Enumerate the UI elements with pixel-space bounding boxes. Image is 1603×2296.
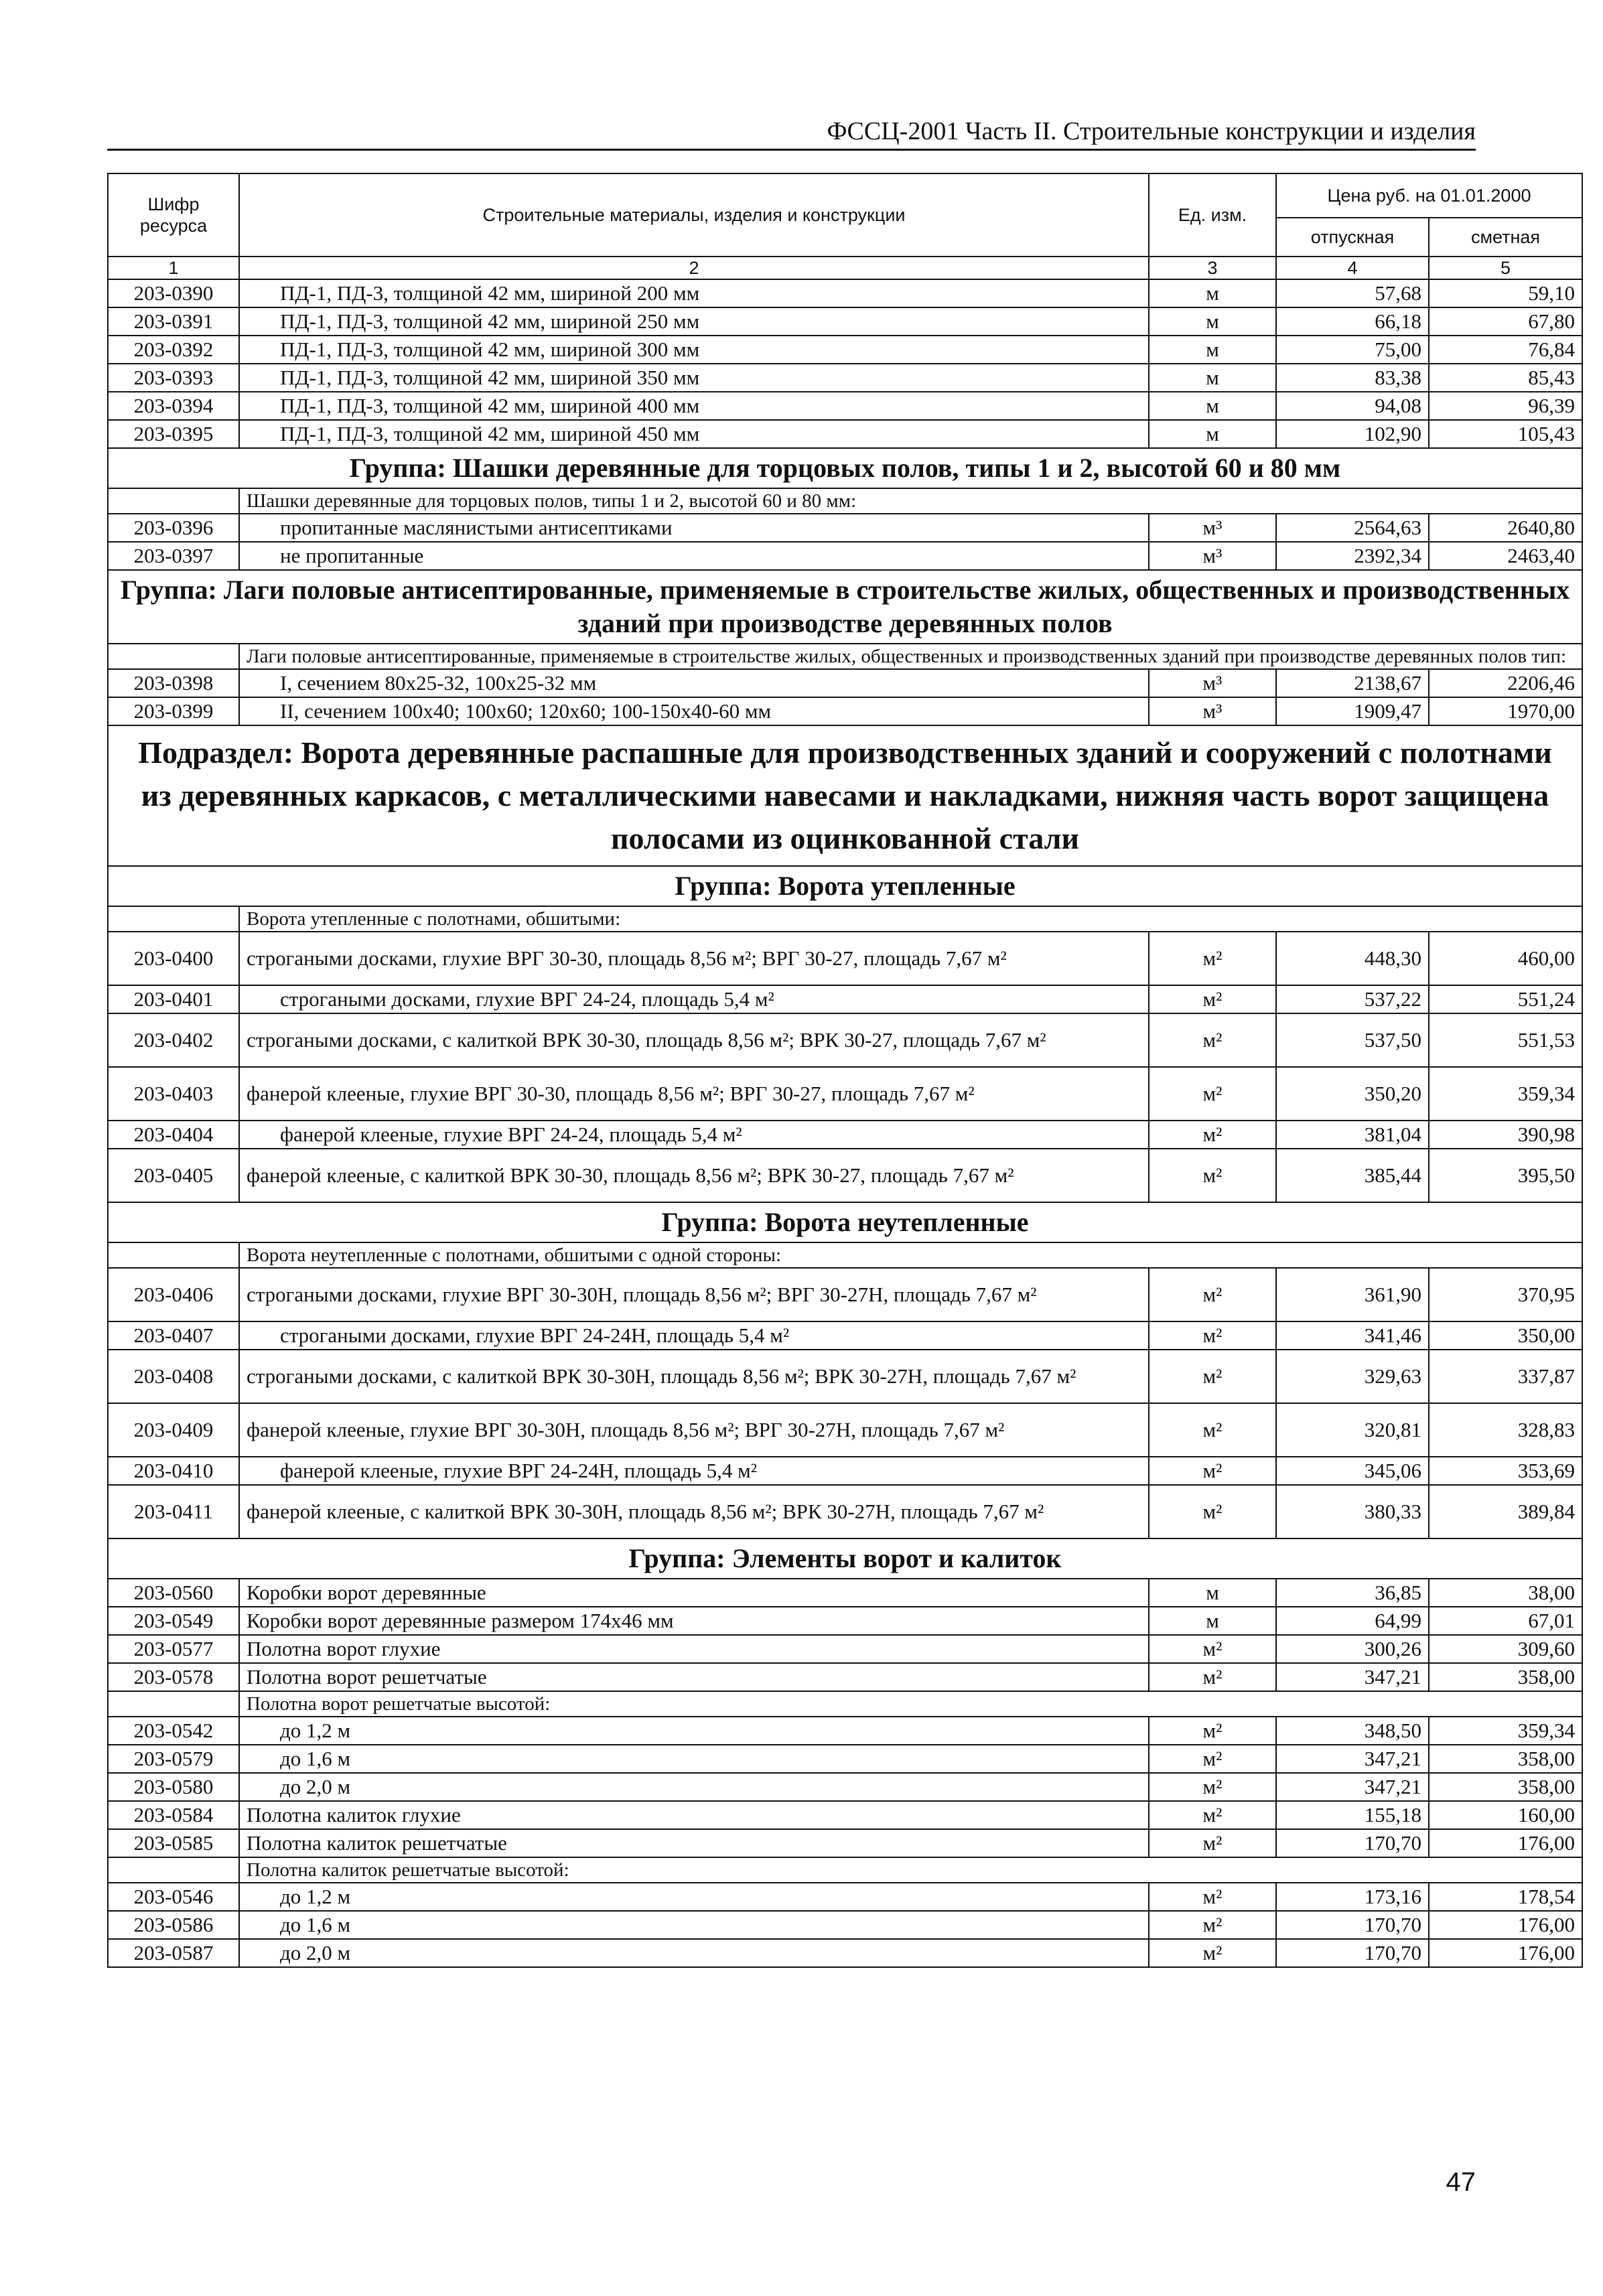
resource-code: 203-0393 — [108, 364, 239, 392]
material-name: I, сечением 80x25-32, 100x25-32 мм — [239, 669, 1149, 697]
table-row — [108, 1635, 1582, 1663]
release-price: 537,50 — [1276, 1013, 1429, 1067]
table-row — [108, 1883, 1582, 1911]
estimate-price: 359,34 — [1429, 1717, 1582, 1745]
material-name: ПД-1, ПД-3, толщиной 42 мм, шириной 250 мм — [239, 307, 1149, 336]
material-name: ПД-1, ПД-3, толщиной 42 мм, шириной 200 мм — [239, 279, 1149, 307]
release-price: 66,18 — [1276, 307, 1429, 336]
unit: м² — [1149, 1745, 1276, 1773]
table-row — [108, 1829, 1582, 1857]
release-price: 36,85 — [1276, 1579, 1429, 1607]
intro-text: Шашки деревянные для торцовых полов, типы 1 и 2, высотой 60 и 80 мм: — [239, 488, 1582, 514]
table-row — [108, 392, 1582, 420]
resource-code: 203-0408 — [108, 1350, 239, 1403]
col-name-header: Строительные материалы, изделия и конструкции — [239, 173, 1149, 257]
table-row — [108, 364, 1582, 392]
resource-code: 203-0392 — [108, 336, 239, 364]
material-name: ПД-1, ПД-3, толщиной 42 мм, шириной 300 мм — [239, 336, 1149, 364]
release-price: 75,00 — [1276, 336, 1429, 364]
unit: м³ — [1149, 669, 1276, 697]
intro-row — [108, 1691, 1582, 1717]
unit: м² — [1149, 1773, 1276, 1801]
unit: м — [1149, 307, 1276, 336]
resource-code: 203-0400 — [108, 932, 239, 985]
table-row — [108, 1745, 1582, 1773]
resource-code: 203-0402 — [108, 1013, 239, 1067]
unit: м² — [1149, 1350, 1276, 1403]
unit: м — [1149, 279, 1276, 307]
table-row — [108, 514, 1582, 542]
material-name: Полотна калиток глухие — [239, 1801, 1149, 1829]
resource-code: 203-0399 — [108, 697, 239, 725]
release-price: 170,70 — [1276, 1911, 1429, 1939]
empty-code-cell — [108, 1242, 239, 1268]
page-number: 47 — [1446, 2167, 1476, 2197]
release-price: 94,08 — [1276, 392, 1429, 420]
release-price: 102,90 — [1276, 420, 1429, 448]
release-price: 380,33 — [1276, 1485, 1429, 1538]
estimate-price: 176,00 — [1429, 1939, 1582, 1967]
unit: м — [1149, 364, 1276, 392]
table-row — [108, 1149, 1582, 1202]
unit: м² — [1149, 1067, 1276, 1121]
empty-code-cell — [108, 488, 239, 514]
release-price: 329,63 — [1276, 1350, 1429, 1403]
release-price: 381,04 — [1276, 1121, 1429, 1149]
table-row — [108, 1607, 1582, 1635]
estimate-price: 2640,80 — [1429, 514, 1582, 542]
group-row — [108, 1538, 1582, 1579]
release-price: 2564,63 — [1276, 514, 1429, 542]
intro-text: Ворота утепленные с полотнами, обшитыми: — [239, 906, 1582, 932]
unit: м² — [1149, 1635, 1276, 1663]
estimate-price: 2206,46 — [1429, 669, 1582, 697]
table-row — [108, 1350, 1582, 1403]
material-name: ПД-1, ПД-3, толщиной 42 мм, шириной 450 мм — [239, 420, 1149, 448]
unit: м³ — [1149, 542, 1276, 570]
resource-code: 203-0560 — [108, 1579, 239, 1607]
resource-code: 203-0546 — [108, 1883, 239, 1911]
group-heading: Группа: Шашки деревянные для торцовых полов, типы 1 и 2, высотой 60 и 80 мм — [108, 448, 1582, 488]
release-price: 361,90 — [1276, 1268, 1429, 1321]
intro-text: Полотна ворот решетчатые высотой: — [239, 1691, 1582, 1717]
table-body — [108, 279, 1582, 1967]
resource-code: 203-0578 — [108, 1663, 239, 1691]
group-row — [108, 866, 1582, 906]
release-price: 348,50 — [1276, 1717, 1429, 1745]
header-title: ФССЦ-2001 Часть II. Строительные конструкции и изделия — [827, 117, 1476, 145]
material-name: Коробки ворот деревянные размером 174х46 мм — [239, 1607, 1149, 1635]
estimate-price: 176,00 — [1429, 1829, 1582, 1857]
table-row — [108, 1939, 1582, 1967]
unit: м² — [1149, 1911, 1276, 1939]
estimate-price: 328,83 — [1429, 1403, 1582, 1457]
resource-code: 203-0391 — [108, 307, 239, 336]
resource-code: 203-0401 — [108, 985, 239, 1013]
release-price: 347,21 — [1276, 1745, 1429, 1773]
estimate-price: 2463,40 — [1429, 542, 1582, 570]
resource-code: 203-0585 — [108, 1829, 239, 1857]
col-number: 1 — [108, 257, 239, 279]
table-row — [108, 985, 1582, 1013]
resource-code: 203-0396 — [108, 514, 239, 542]
estimate-price: 389,84 — [1429, 1485, 1582, 1538]
unit: м² — [1149, 1321, 1276, 1350]
col-number: 5 — [1429, 257, 1582, 279]
release-price: 347,21 — [1276, 1663, 1429, 1691]
unit: м³ — [1149, 697, 1276, 725]
estimate-price: 176,00 — [1429, 1911, 1582, 1939]
release-price: 537,22 — [1276, 985, 1429, 1013]
material-name: фанерой клееные, глухие ВРГ 24-24, площадь 5,4 м² — [239, 1121, 1149, 1149]
estimate-price: 178,54 — [1429, 1883, 1582, 1911]
col-code-header: Шифр ресурса — [108, 173, 239, 257]
table-row — [108, 1485, 1582, 1538]
resource-code: 203-0397 — [108, 542, 239, 570]
release-price: 448,30 — [1276, 932, 1429, 985]
unit: м — [1149, 336, 1276, 364]
material-name: Полотна ворот глухие — [239, 1635, 1149, 1663]
intro-row — [108, 644, 1582, 669]
release-price: 300,26 — [1276, 1635, 1429, 1663]
unit: м² — [1149, 1663, 1276, 1691]
group-heading: Группа: Лаги половые антисептированные, применяемые в строительстве жилых, общественных и производственных зданий при производстве деревянных полов — [108, 570, 1582, 644]
col-price-header: Цена руб. на 01.01.2000 — [1276, 173, 1582, 218]
resource-code: 203-0395 — [108, 420, 239, 448]
table-row — [108, 1801, 1582, 1829]
resource-code: 203-0406 — [108, 1268, 239, 1321]
estimate-price: 59,10 — [1429, 279, 1582, 307]
release-price: 83,38 — [1276, 364, 1429, 392]
unit: м² — [1149, 932, 1276, 985]
estimate-price: 359,34 — [1429, 1067, 1582, 1121]
release-price: 2138,67 — [1276, 669, 1429, 697]
resource-code: 203-0405 — [108, 1149, 239, 1202]
intro-row — [108, 906, 1582, 932]
unit: м² — [1149, 1457, 1276, 1485]
material-name: фанерой клееные, глухие ВРГ 30-30, площадь 8,56 м²; ВРГ 30-27, площадь 7,67 м² — [239, 1067, 1149, 1121]
price-table — [107, 173, 1583, 1968]
material-name: строгаными досками, с калиткой ВРК 30-30, площадь 8,56 м²; ВРК 30-27, площадь 7,67 м² — [239, 1013, 1149, 1067]
table-row — [108, 1457, 1582, 1485]
material-name: строгаными досками, глухие ВРГ 24-24Н, площадь 5,4 м² — [239, 1321, 1149, 1350]
group-heading: Группа: Элементы ворот и калиток — [108, 1538, 1582, 1579]
estimate-price: 460,00 — [1429, 932, 1582, 985]
unit: м — [1149, 420, 1276, 448]
table-row — [108, 1067, 1582, 1121]
release-price: 345,06 — [1276, 1457, 1429, 1485]
table-row — [108, 1403, 1582, 1457]
unit: м — [1149, 392, 1276, 420]
material-name: до 2,0 м — [239, 1773, 1149, 1801]
unit: м² — [1149, 1801, 1276, 1829]
table-row — [108, 1717, 1582, 1745]
resource-code: 203-0577 — [108, 1635, 239, 1663]
subsection-row — [108, 725, 1582, 866]
unit: м³ — [1149, 514, 1276, 542]
table-row — [108, 1911, 1582, 1939]
estimate-price: 395,50 — [1429, 1149, 1582, 1202]
table-row — [108, 1663, 1582, 1691]
resource-code: 203-0542 — [108, 1717, 239, 1745]
material-name: до 1,2 м — [239, 1883, 1149, 1911]
resource-code: 203-0398 — [108, 669, 239, 697]
unit: м² — [1149, 1939, 1276, 1967]
resource-code: 203-0587 — [108, 1939, 239, 1967]
resource-code: 203-0411 — [108, 1485, 239, 1538]
subsection-heading: Подраздел: Ворота деревянные распашные для производственных зданий и сооружений с полотнами из деревянных каркасов, с металлическими навесами и накладками, нижняя часть ворот защищена полосами из оцинкованной стали — [108, 725, 1582, 866]
material-name: строгаными досками, глухие ВРГ 30-30Н, площадь 8,56 м²; ВРГ 30-27Н, площадь 7,67 м² — [239, 1268, 1149, 1321]
table-row — [108, 697, 1582, 725]
release-price: 320,81 — [1276, 1403, 1429, 1457]
table-row — [108, 669, 1582, 697]
material-name: ПД-1, ПД-3, толщиной 42 мм, шириной 400 мм — [239, 392, 1149, 420]
table-row — [108, 279, 1582, 307]
estimate-price: 309,60 — [1429, 1635, 1582, 1663]
estimate-price: 1970,00 — [1429, 697, 1582, 725]
unit: м² — [1149, 1485, 1276, 1538]
estimate-price: 67,80 — [1429, 307, 1582, 336]
material-name: строгаными досками, с калиткой ВРК 30-30Н, площадь 8,56 м²; ВРК 30-27Н, площадь 7,67 м² — [239, 1350, 1149, 1403]
intro-text: Полотна калиток решетчатые высотой: — [239, 1857, 1582, 1883]
release-price: 385,44 — [1276, 1149, 1429, 1202]
estimate-price: 358,00 — [1429, 1773, 1582, 1801]
unit: м² — [1149, 1268, 1276, 1321]
resource-code: 203-0410 — [108, 1457, 239, 1485]
resource-code: 203-0409 — [108, 1403, 239, 1457]
resource-code: 203-0394 — [108, 392, 239, 420]
resource-code: 203-0580 — [108, 1773, 239, 1801]
release-price: 170,70 — [1276, 1939, 1429, 1967]
intro-text: Ворота неутепленные с полотнами, обшитыми с одной стороны: — [239, 1242, 1582, 1268]
material-name: строгаными досками, глухие ВРГ 30-30, площадь 8,56 м²; ВРГ 30-27, площадь 7,67 м² — [239, 932, 1149, 985]
intro-text: Лаги половые антисептированные, применяемые в строительстве жилых, общественных и производственных зданий при производстве деревянных полов тип: — [239, 644, 1582, 669]
unit: м — [1149, 1579, 1276, 1607]
material-name: ПД-1, ПД-3, толщиной 42 мм, шириной 350 мм — [239, 364, 1149, 392]
group-row — [108, 448, 1582, 488]
estimate-price: 105,43 — [1429, 420, 1582, 448]
unit: м² — [1149, 1121, 1276, 1149]
estimate-price: 76,84 — [1429, 336, 1582, 364]
estimate-price: 370,95 — [1429, 1268, 1582, 1321]
material-name: фанерой клееные, с калиткой ВРК 30-30, площадь 8,56 м²; ВРК 30-27, площадь 7,67 м² — [239, 1149, 1149, 1202]
material-name: фанерой клееные, глухие ВРГ 30-30Н, площадь 8,56 м²; ВРГ 30-27Н, площадь 7,67 м² — [239, 1403, 1149, 1457]
resource-code: 203-0403 — [108, 1067, 239, 1121]
release-price: 64,99 — [1276, 1607, 1429, 1635]
empty-code-cell — [108, 1691, 239, 1717]
empty-code-cell — [108, 644, 239, 669]
estimate-price: 337,87 — [1429, 1350, 1582, 1403]
material-name: не пропитанные — [239, 542, 1149, 570]
material-name: пропитанные маслянистыми антисептиками — [239, 514, 1149, 542]
release-price: 57,68 — [1276, 279, 1429, 307]
table-row — [108, 1321, 1582, 1350]
release-price: 173,16 — [1276, 1883, 1429, 1911]
release-price: 170,70 — [1276, 1829, 1429, 1857]
estimate-price: 390,98 — [1429, 1121, 1582, 1149]
table-row — [108, 420, 1582, 448]
resource-code: 203-0584 — [108, 1801, 239, 1829]
material-name: до 1,2 м — [239, 1717, 1149, 1745]
estimate-price: 358,00 — [1429, 1663, 1582, 1691]
estimate-price: 85,43 — [1429, 364, 1582, 392]
estimate-price: 551,53 — [1429, 1013, 1582, 1067]
table-row — [108, 542, 1582, 570]
empty-code-cell — [108, 906, 239, 932]
table-row — [108, 1268, 1582, 1321]
estimate-price: 160,00 — [1429, 1801, 1582, 1829]
release-price: 350,20 — [1276, 1067, 1429, 1121]
table-row — [108, 932, 1582, 985]
resource-code: 203-0404 — [108, 1121, 239, 1149]
intro-row — [108, 1242, 1582, 1268]
group-heading: Группа: Ворота утепленные — [108, 866, 1582, 906]
col-unit-header: Ед. изм. — [1149, 173, 1276, 257]
estimate-price: 350,00 — [1429, 1321, 1582, 1350]
table-head — [108, 173, 1582, 279]
material-name: до 1,6 м — [239, 1745, 1149, 1773]
estimate-price: 67,01 — [1429, 1607, 1582, 1635]
empty-code-cell — [108, 1857, 239, 1883]
material-name: Коробки ворот деревянные — [239, 1579, 1149, 1607]
table-row — [108, 1773, 1582, 1801]
material-name: до 2,0 м — [239, 1939, 1149, 1967]
table-row — [108, 336, 1582, 364]
col-number: 4 — [1276, 257, 1429, 279]
col-number: 3 — [1149, 257, 1276, 279]
estimate-price: 551,24 — [1429, 985, 1582, 1013]
unit: м² — [1149, 1013, 1276, 1067]
unit: м² — [1149, 985, 1276, 1013]
estimate-price: 358,00 — [1429, 1745, 1582, 1773]
col-release-header: отпускная — [1276, 218, 1429, 257]
release-price: 341,46 — [1276, 1321, 1429, 1350]
material-name: Полотна калиток решетчатые — [239, 1829, 1149, 1857]
table-row — [108, 307, 1582, 336]
intro-row — [108, 488, 1582, 514]
unit: м² — [1149, 1829, 1276, 1857]
release-price: 347,21 — [1276, 1773, 1429, 1801]
release-price: 155,18 — [1276, 1801, 1429, 1829]
resource-code: 203-0390 — [108, 279, 239, 307]
unit: м² — [1149, 1149, 1276, 1202]
material-name: строгаными досками, глухие ВРГ 24-24, площадь 5,4 м² — [239, 985, 1149, 1013]
estimate-price: 96,39 — [1429, 392, 1582, 420]
estimate-price: 353,69 — [1429, 1457, 1582, 1485]
unit: м² — [1149, 1717, 1276, 1745]
intro-row — [108, 1857, 1582, 1883]
col-estimate-header: сметная — [1429, 218, 1582, 257]
group-row — [108, 1202, 1582, 1242]
group-heading: Группа: Ворота неутепленные — [108, 1202, 1582, 1242]
running-header — [107, 114, 1476, 151]
estimate-price: 38,00 — [1429, 1579, 1582, 1607]
unit: м² — [1149, 1883, 1276, 1911]
table-row — [108, 1013, 1582, 1067]
resource-code: 203-0407 — [108, 1321, 239, 1350]
unit: м² — [1149, 1403, 1276, 1457]
release-price: 2392,34 — [1276, 542, 1429, 570]
material-name: Полотна ворот решетчатые — [239, 1663, 1149, 1691]
material-name: II, сечением 100x40; 100x60; 120x60; 100-150x40-60 мм — [239, 697, 1149, 725]
table-row — [108, 1121, 1582, 1149]
resource-code: 203-0586 — [108, 1911, 239, 1939]
unit: м — [1149, 1607, 1276, 1635]
resource-code: 203-0549 — [108, 1607, 239, 1635]
table-row — [108, 1579, 1582, 1607]
release-price: 1909,47 — [1276, 697, 1429, 725]
material-name: фанерой клееные, глухие ВРГ 24-24Н, площадь 5,4 м² — [239, 1457, 1149, 1485]
resource-code: 203-0579 — [108, 1745, 239, 1773]
group-row — [108, 570, 1582, 644]
material-name: до 1,6 м — [239, 1911, 1149, 1939]
col-number: 2 — [239, 257, 1149, 279]
material-name: фанерой клееные, с калиткой ВРК 30-30Н, площадь 8,56 м²; ВРК 30-27Н, площадь 7,67 м² — [239, 1485, 1149, 1538]
